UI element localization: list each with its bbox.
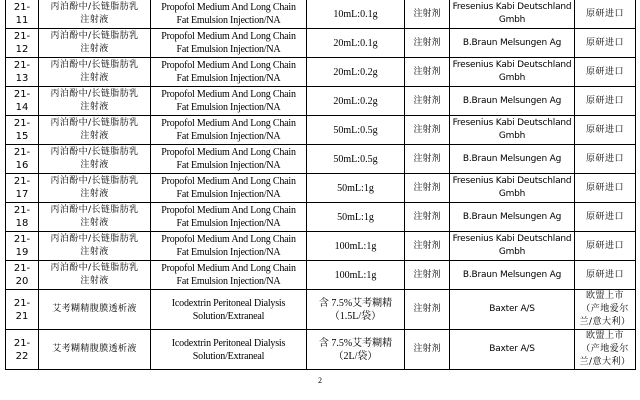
cell-manufacturer-line: Gmbh: [498, 73, 526, 83]
cell-dosage-form: 注射剂: [405, 116, 450, 145]
cell-chinese-name-line: 丙泊酚中/长链脂肪乳: [50, 263, 139, 273]
cell-chinese-name: [39, 232, 151, 261]
cell-manufacturer-line: Fresenius Kabi Deutschland: [452, 2, 572, 12]
cell-specification-line: 20mL:0.1g: [333, 37, 378, 49]
cell-manufacturer-line: Fresenius Kabi Deutschland: [452, 234, 572, 244]
cell-specification-line: 50mL:1g: [337, 211, 374, 223]
cell-manufacturer: [450, 116, 575, 145]
cell-chinese-name: [39, 87, 151, 116]
cell-dosage-form: 注射剂: [405, 290, 450, 330]
cell-chinese-name: [39, 290, 151, 330]
cell-chinese-name-line: 注射液: [80, 276, 109, 286]
cell-chinese-name: [39, 203, 151, 232]
cell-english-name-line: Fat Emulsion Injection/NA: [176, 73, 281, 84]
cell-serial-number: 21-11: [6, 0, 39, 29]
cell-remark: [575, 330, 636, 370]
cell-remark-line: 原研进口: [585, 37, 624, 48]
cell-manufacturer-line: Gmbh: [498, 15, 526, 25]
table-row: [6, 330, 636, 370]
cell-remark-line: 兰/意大利）: [579, 357, 631, 367]
cell-serial-number: 21-20: [6, 261, 39, 290]
cell-remark-line: 原研进口: [585, 95, 624, 106]
cell-manufacturer: [450, 174, 575, 203]
drug-list-table: [5, 0, 636, 370]
cell-serial-number: 21-16: [6, 145, 39, 174]
table-row: [6, 261, 636, 290]
cell-dosage-form: 注射剂: [405, 145, 450, 174]
table-row: [6, 87, 636, 116]
cell-chinese-name: [39, 116, 151, 145]
cell-remark-line: 原研进口: [585, 182, 624, 193]
cell-chinese-name-line: 丙泊酚中/长链脂肪乳: [50, 234, 139, 244]
cell-specification: [307, 290, 405, 330]
cell-manufacturer: [450, 290, 575, 330]
cell-chinese-name: [39, 174, 151, 203]
cell-specification-line: 100mL:1g: [334, 240, 377, 252]
cell-chinese-name-line: 注射液: [80, 102, 109, 112]
cell-chinese-name-line: 注射液: [80, 189, 109, 199]
cell-chinese-name-line: 丙泊酚中/长链脂肪乳: [50, 147, 139, 157]
cell-dosage-form: 注射剂: [405, 174, 450, 203]
cell-remark: [575, 174, 636, 203]
cell-chinese-name: [39, 29, 151, 58]
cell-manufacturer-line: Gmbh: [498, 247, 526, 257]
cell-english-name: [151, 116, 307, 145]
cell-manufacturer: [450, 145, 575, 174]
cell-chinese-name-line: 丙泊酚中/长链脂肪乳: [50, 205, 139, 215]
table-row: [6, 145, 636, 174]
cell-remark: [575, 116, 636, 145]
cell-remark: [575, 87, 636, 116]
cell-manufacturer-line: Gmbh: [498, 189, 526, 199]
cell-remark-line: 原研进口: [585, 8, 624, 19]
cell-manufacturer-line: B.Braun Melsungen Ag: [462, 269, 562, 280]
cell-manufacturer-line: B.Braun Melsungen Ag: [462, 153, 562, 164]
cell-english-name-line: Icodextrin Peritoneal Dialysis: [171, 337, 286, 349]
cell-dosage-form: 注射剂: [405, 330, 450, 370]
cell-serial-number: 21-14: [6, 87, 39, 116]
cell-chinese-name-line: 艾考糊精腹膜透析液: [52, 344, 137, 354]
cell-chinese-name-line: 注射液: [80, 73, 109, 83]
cell-manufacturer: [450, 29, 575, 58]
cell-chinese-name-line: 丙泊酚中/长链脂肪乳: [50, 176, 139, 186]
cell-remark: [575, 232, 636, 261]
cell-chinese-name-line: 注射液: [80, 44, 109, 54]
cell-english-name: [151, 232, 307, 261]
table-row: [6, 29, 636, 58]
cell-specification: [307, 174, 405, 203]
cell-remark: [575, 203, 636, 232]
cell-specification-line: 20mL:0.2g: [333, 66, 378, 78]
table-row: [6, 203, 636, 232]
table-row: [6, 58, 636, 87]
cell-remark: [575, 145, 636, 174]
table-row: [6, 232, 636, 261]
cell-specification-line: （1.5L/袋）: [329, 310, 382, 322]
cell-remark: [575, 58, 636, 87]
cell-manufacturer: [450, 58, 575, 87]
cell-serial-number: 21-18: [6, 203, 39, 232]
cell-manufacturer-line: Gmbh: [498, 131, 526, 141]
cell-remark-line: 原研进口: [585, 153, 624, 164]
cell-english-name-line: Propofol Medium And Long Chain: [161, 118, 296, 129]
cell-chinese-name-line: 丙泊酚中/长链脂肪乳: [50, 89, 139, 99]
cell-specification: [307, 116, 405, 145]
cell-english-name: [151, 87, 307, 116]
cell-english-name-line: Fat Emulsion Injection/NA: [176, 160, 281, 171]
cell-english-name-line: Fat Emulsion Injection/NA: [176, 276, 281, 287]
cell-chinese-name-line: 丙泊酚中/长链脂肪乳: [50, 2, 139, 12]
cell-dosage-form: 注射剂: [405, 203, 450, 232]
cell-english-name-line: Fat Emulsion Injection/NA: [176, 247, 281, 258]
cell-english-name-line: Fat Emulsion Injection/NA: [176, 102, 281, 113]
cell-english-name: [151, 0, 307, 29]
cell-english-name-line: Propofol Medium And Long Chain: [161, 31, 296, 42]
cell-english-name-line: Solution/Extraneal: [192, 350, 265, 362]
cell-english-name-line: Solution/Extraneal: [192, 310, 265, 322]
page-number: 2: [318, 376, 322, 385]
cell-chinese-name-line: 注射液: [80, 15, 109, 25]
cell-specification-line: 50mL:0.5g: [333, 124, 378, 136]
cell-dosage-form: 注射剂: [405, 232, 450, 261]
cell-english-name-line: Fat Emulsion Injection/NA: [176, 218, 281, 229]
cell-english-name: [151, 203, 307, 232]
cell-remark-line: 原研进口: [585, 66, 624, 77]
cell-dosage-form: 注射剂: [405, 0, 450, 29]
cell-english-name-line: Fat Emulsion Injection/NA: [176, 44, 281, 55]
cell-dosage-form: 注射剂: [405, 58, 450, 87]
cell-specification-line: 20mL:0.2g: [333, 95, 378, 107]
cell-specification-line: 100mL:1g: [334, 269, 377, 281]
cell-dosage-form: 注射剂: [405, 87, 450, 116]
cell-chinese-name-line: 艾考糊精腹膜透析液: [52, 304, 137, 314]
cell-manufacturer-line: Fresenius Kabi Deutschland: [452, 176, 572, 186]
cell-specification: [307, 145, 405, 174]
cell-chinese-name: [39, 0, 151, 29]
cell-english-name-line: Fat Emulsion Injection/NA: [176, 189, 281, 200]
cell-english-name-line: Propofol Medium And Long Chain: [161, 205, 296, 216]
cell-specification: [307, 0, 405, 29]
cell-specification-line: 含 7.5%艾考糊精: [318, 337, 393, 349]
cell-english-name-line: Fat Emulsion Injection/NA: [176, 15, 281, 26]
cell-chinese-name-line: 注射液: [80, 218, 109, 228]
cell-specification: [307, 203, 405, 232]
cell-manufacturer-line: B.Braun Melsungen Ag: [462, 211, 562, 222]
cell-chinese-name: [39, 261, 151, 290]
cell-english-name: [151, 261, 307, 290]
cell-manufacturer: [450, 261, 575, 290]
cell-english-name-line: Propofol Medium And Long Chain: [161, 147, 296, 158]
table-row: [6, 290, 636, 330]
cell-english-name-line: Icodextrin Peritoneal Dialysis: [171, 297, 286, 309]
cell-specification-line: （2L/袋）: [333, 350, 378, 362]
cell-english-name: [151, 330, 307, 370]
cell-specification: [307, 29, 405, 58]
cell-dosage-form: 注射剂: [405, 29, 450, 58]
cell-specification-line: 含 7.5%艾考糊精: [318, 297, 393, 309]
cell-chinese-name: [39, 145, 151, 174]
cell-chinese-name-line: 丙泊酚中/长链脂肪乳: [50, 31, 139, 41]
cell-serial-number: 21-17: [6, 174, 39, 203]
cell-chinese-name-line: 丙泊酚中/长链脂肪乳: [50, 118, 139, 128]
table-body: [6, 0, 636, 370]
cell-english-name: [151, 145, 307, 174]
cell-chinese-name-line: 注射液: [80, 131, 109, 141]
cell-manufacturer-line: Baxter A/S: [489, 304, 535, 314]
cell-serial-number: 21-22: [6, 330, 39, 370]
cell-english-name: [151, 58, 307, 87]
cell-english-name-line: Propofol Medium And Long Chain: [161, 263, 296, 274]
cell-remark-line: 原研进口: [585, 124, 624, 135]
cell-manufacturer: [450, 232, 575, 261]
cell-serial-number: 21-15: [6, 116, 39, 145]
cell-specification: [307, 261, 405, 290]
cell-manufacturer: [450, 87, 575, 116]
cell-manufacturer: [450, 203, 575, 232]
cell-specification-line: 10mL:0.1g: [333, 8, 378, 20]
cell-english-name-line: Propofol Medium And Long Chain: [161, 176, 296, 187]
cell-specification: [307, 232, 405, 261]
cell-english-name-line: Fat Emulsion Injection/NA: [176, 131, 281, 142]
cell-dosage-form: 注射剂: [405, 261, 450, 290]
cell-chinese-name: [39, 58, 151, 87]
cell-remark: [575, 261, 636, 290]
table-row: [6, 0, 636, 29]
cell-specification-line: 50mL:0.5g: [333, 153, 378, 165]
cell-remark-line: 原研进口: [585, 269, 624, 280]
cell-specification: [307, 58, 405, 87]
cell-english-name-line: Propofol Medium And Long Chain: [161, 60, 296, 71]
table-row: [6, 116, 636, 145]
cell-manufacturer-line: Baxter A/S: [489, 344, 535, 354]
cell-remark: [575, 29, 636, 58]
cell-manufacturer-line: Fresenius Kabi Deutschland: [452, 118, 572, 128]
cell-specification: [307, 87, 405, 116]
cell-remark-line: （产地爱尔: [581, 304, 629, 314]
table-row: [6, 174, 636, 203]
cell-serial-number: 21-12: [6, 29, 39, 58]
cell-specification: [307, 330, 405, 370]
cell-english-name-line: Propofol Medium And Long Chain: [161, 234, 296, 245]
cell-remark-line: 欧盟上市: [585, 291, 624, 301]
cell-english-name: [151, 290, 307, 330]
cell-english-name: [151, 29, 307, 58]
cell-chinese-name-line: 丙泊酚中/长链脂肪乳: [50, 60, 139, 70]
cell-specification-line: 50mL:1g: [337, 182, 374, 194]
cell-manufacturer-line: B.Braun Melsungen Ag: [462, 37, 562, 48]
cell-chinese-name-line: 注射液: [80, 247, 109, 257]
cell-remark-line: 欧盟上市: [585, 331, 624, 341]
cell-manufacturer-line: Fresenius Kabi Deutschland: [452, 60, 572, 70]
cell-english-name-line: Propofol Medium And Long Chain: [161, 89, 296, 100]
cell-remark-line: 原研进口: [585, 240, 624, 251]
cell-english-name: [151, 174, 307, 203]
cell-manufacturer-line: B.Braun Melsungen Ag: [462, 95, 562, 106]
cell-manufacturer: [450, 330, 575, 370]
cell-serial-number: 21-21: [6, 290, 39, 330]
cell-chinese-name-line: 注射液: [80, 160, 109, 170]
cell-remark-line: （产地爱尔: [581, 344, 629, 354]
cell-manufacturer: [450, 0, 575, 29]
cell-remark: [575, 290, 636, 330]
cell-chinese-name: [39, 330, 151, 370]
cell-english-name-line: Propofol Medium And Long Chain: [161, 2, 296, 13]
cell-remark-line: 原研进口: [585, 211, 624, 222]
cell-remark: [575, 0, 636, 29]
cell-serial-number: 21-13: [6, 58, 39, 87]
cell-remark-line: 兰/意大利）: [579, 317, 631, 327]
cell-serial-number: 21-19: [6, 232, 39, 261]
